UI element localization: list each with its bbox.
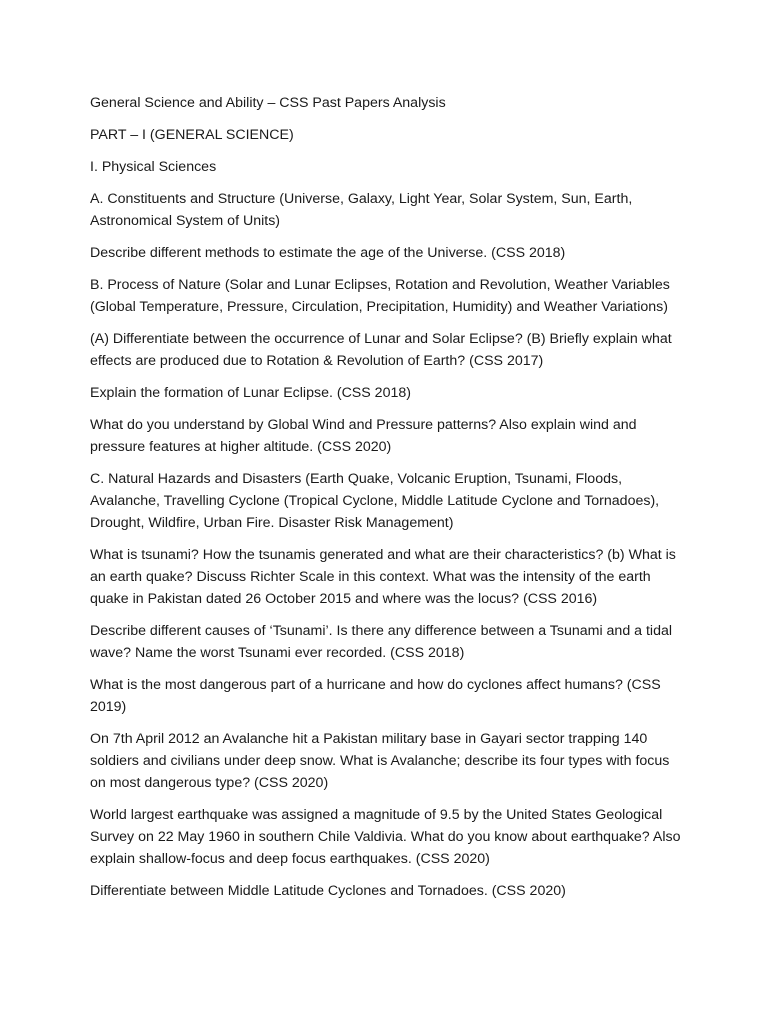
- subsection-heading-a: A. Constituents and Structure (Universe, Galaxy, Light Year, Solar System, Sun, Earth, Astronomical System of Units): [90, 191, 633, 229]
- question-paragraph: Describe different methods to estimate the age of the Universe. (CSS 2018): [90, 245, 566, 261]
- question-paragraph: What is tsunami? How the tsunamis generated and what are their characteristics? (b) What is an earth quake? Discuss Richter Scale in this context. What was the intensity of the earth quake in Pakistan dated 26 October 2015 and where was the locus? (CSS 2016): [90, 547, 676, 607]
- section-heading: I. Physical Sciences: [90, 159, 217, 175]
- subsection-heading-b: B. Process of Nature (Solar and Lunar Eclipses, Rotation and Revolution, Weather Variables (Global Temperature, Pressure, Circulation, Precipitation, Humidity) and Weather Variations): [90, 277, 670, 315]
- question-paragraph: World largest earthquake was assigned a magnitude of 9.5 by the United States Geological Survey on 22 May 1960 in southern Chile Valdivia. What do you know about earthquake? Also explain shallow-focus and deep focus earthquakes. (CSS 2020): [90, 807, 681, 867]
- question-paragraph: On 7th April 2012 an Avalanche hit a Pakistan military base in Gayari sector trapping 140 soldiers and civilians under deep snow. What is Avalanche; describe its four types with focus on most dangerous type? (CSS 2020): [90, 731, 670, 791]
- subsection-heading-c: C. Natural Hazards and Disasters (Earth Quake, Volcanic Eruption, Tsunami, Floods, Avalanche, Travelling Cyclone (Tropical Cyclone, Middle Latitude Cyclone and Tornadoes), Drought, Wildfire, Urban Fire. Disaster Risk Management): [90, 471, 660, 531]
- question-paragraph: Describe different causes of ‘Tsunami’. Is there any difference between a Tsunami and a tidal wave? Name the worst Tsunami ever recorded. (CSS 2018): [90, 623, 673, 661]
- question-paragraph: (A) Differentiate between the occurrence of Lunar and Solar Eclipse? (B) Briefly explain what effects are produced due to Rotation & Revolution of Earth? (CSS 2017): [90, 331, 672, 369]
- document-page: [90, 92, 682, 912]
- question-paragraph: What is the most dangerous part of a hurricane and how do cyclones affect humans? (CSS 2019): [90, 677, 661, 715]
- question-paragraph: Differentiate between Middle Latitude Cyclones and Tornadoes. (CSS 2020): [90, 883, 566, 899]
- document-title: General Science and Ability – CSS Past Papers Analysis: [90, 95, 446, 111]
- question-paragraph: Explain the formation of Lunar Eclipse. (CSS 2018): [90, 385, 411, 401]
- part-heading: PART – I (GENERAL SCIENCE): [90, 127, 294, 143]
- question-paragraph: What do you understand by Global Wind and Pressure patterns? Also explain wind and pressure features at higher altitude. (CSS 2020): [90, 417, 637, 455]
